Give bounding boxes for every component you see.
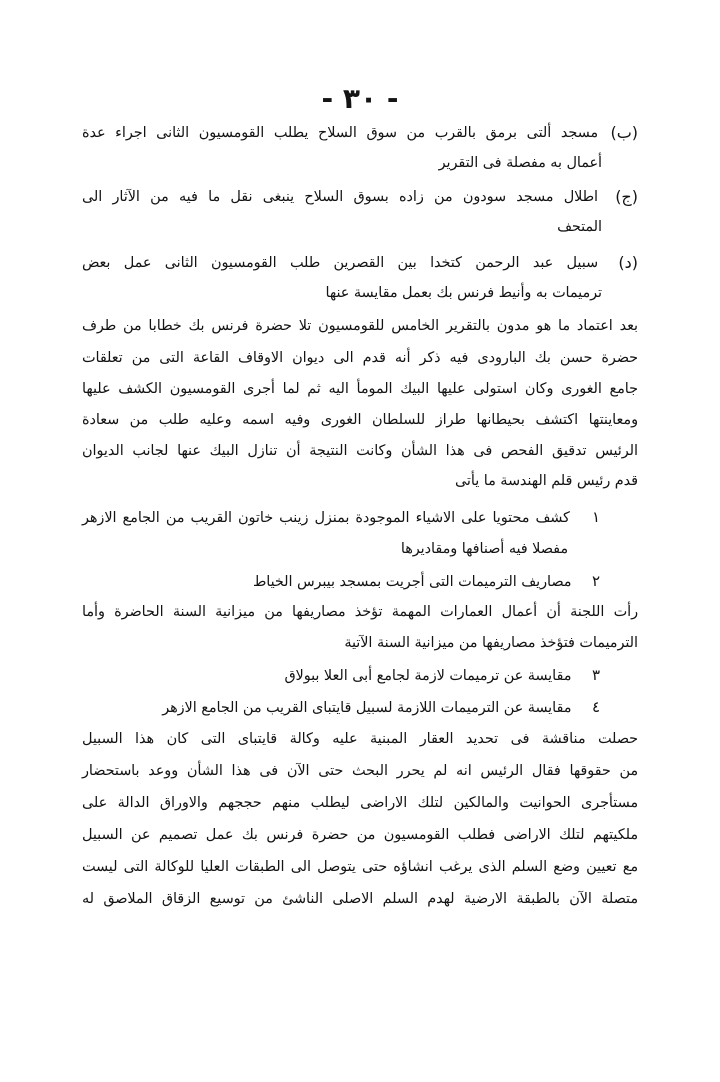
item-c-line-1: اطلال مسجد سودون من زاده بسوق السلاح ينبغى نقل ما فيه من الآثار الى: [82, 189, 598, 205]
paragraph-3-line-4: ملكيتهم لتلك الاراضى فطلب القومسيون من حضرة فرنس بك عمل تصميم عن السبيل: [82, 827, 638, 843]
page-number: - ٣٠ -: [321, 82, 399, 115]
numbered-item-1-number: ١: [591, 508, 601, 526]
paragraph-1-line-4: ومعاينتها اكتشف بحيطانها طراز للسلطان الغورى وفيه اسمه وعليه طلب من سعادة: [82, 412, 638, 428]
numbered-item-4-number: ٤: [591, 698, 600, 716]
paragraph-2-line-2: الترميمات فتؤخذ مصاريفها من ميزانية السنة الآتية: [344, 635, 638, 651]
numbered-item-3: [284, 660, 600, 690]
paragraph-1-line-2: حضرة حسن بك البارودى فيه ذكر أنه قدم الى ديوان الاوقاف القاعة التى من تعلقات: [82, 350, 638, 366]
numbered-item-1-text: كشف محتويا على الاشياء الموجودة بمنزل زينب خاتون القريب من الجامع الازهر: [82, 510, 570, 526]
paragraph-2-line-1: رأت اللجنة أن أعمال العمارات المهمة تؤخذ مصاريفها من ميزانية السنة الحاضرة وأما: [82, 604, 638, 620]
item-label-c: (ج): [615, 187, 638, 206]
numbered-item-4-text: مقايسة عن الترميمات اللازمة لسبيل قايتباى القريب من الجامع الازهر: [162, 700, 572, 716]
item-d-line-1: سبيل عبد الرحمن كتخدا بين القصرين طلب القومسيون الثانى عمل بعض: [82, 255, 598, 271]
numbered-item-2-text: مصاريف الترميمات التى أجريت بمسجد بيبرس الخياط: [253, 574, 572, 590]
numbered-item-1: [82, 502, 600, 532]
paragraph-1-line-6: قدم رئيس قلم الهندسة ما يأتى: [454, 473, 638, 489]
paragraph-3-line-1: حصلت مناقشة فى تحديد العقار المبنية عليه وكالة قايتباى التى كان هذا السبيل: [82, 731, 638, 747]
numbered-item-2-number: ٢: [591, 572, 600, 590]
numbered-item-3-number: ٣: [591, 666, 600, 684]
paragraph-3-line-5: مع تعيين وضع السلم الذى يرغب انشاؤه حتى يتوصل الى الطبقات العليا للوكالة التى ليست: [82, 859, 638, 875]
numbered-item-3-text: مقايسة عن ترميمات لازمة لجامع أبى العلا ببولاق: [284, 668, 572, 684]
paragraph-3-line-6: متصلة الآن بالطبقة الارضية لهدم السلم الاصلى الناشئ من توسيع الزقاق الملاصق له: [82, 891, 638, 907]
numbered-item-4: [162, 692, 600, 722]
paragraph-3-line-2: من حقوقها فقال الرئيس انه لم يحرر البحث حتى الآن فى هذا الشأن ووعد باستحضار: [82, 763, 638, 779]
numbered-item-2: [253, 566, 600, 596]
item-b-line-1: مسجد ألتى برمق بالقرب من سوق السلاح يطلب القومسيون الثانى اجراء عدة: [82, 125, 598, 141]
paragraph-1-line-3: جامع الغورى وكان استولى عليها البيك المومأ اليه ثم لما أجرى القومسيون الكشف عليها: [82, 381, 638, 397]
paragraph-3-line-3: مستأجرى الحوانيت والمالكين لتلك الاراضى ليطلب منهم حججهم والاوراق الدالة على: [82, 795, 638, 811]
item-label-d: (د): [618, 253, 638, 272]
item-b-line-2: أعمال به مفصلة فى التقرير: [438, 155, 602, 171]
paragraph-1-line-5: الرئيس تدقيق الفحص فى هذا الشأن وكانت النتيجة أن تنازل البيك عنها لجانب الديوان: [82, 443, 638, 459]
item-d-line-2: ترميمات به وأنيط فرنس بك بعمل مقايسة عنها: [325, 285, 602, 301]
paragraph-1-line-1: بعد اعتماد ما هو مدون بالتقرير الخامس للقومسيون تلا حضرة فرنس بك خطابا من طرف: [82, 318, 638, 334]
item-label-b: (ب): [610, 123, 638, 142]
numbered-item-1-line-2: مفصلا فيه أصنافها ومقاديرها: [400, 541, 568, 557]
item-c-line-2: المتحف: [557, 219, 602, 235]
